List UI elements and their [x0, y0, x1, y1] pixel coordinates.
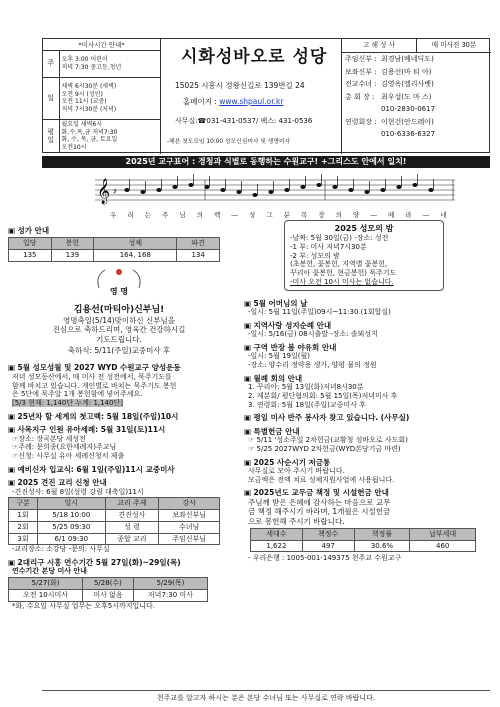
parish-info	[161, 39, 341, 154]
confession-time: 매 미사전 30분	[416, 39, 491, 52]
parish-name: 시화성바오로 성당	[181, 47, 328, 67]
homepage-label: 홈페이지 :	[183, 97, 217, 106]
homepage-link[interactable]: www.shpaul.or.kr	[219, 97, 284, 106]
parish-address: 15025 시흥시 정왕신길로 139번길 24	[175, 81, 305, 90]
mass-key: 주	[43, 51, 59, 77]
mass-line: 저녁 7시30분 (저녁)	[61, 105, 117, 113]
staff-info	[341, 39, 491, 154]
staff-row: 보좌신부 : 김용선(마 티 아)	[345, 67, 432, 76]
note-head	[364, 190, 369, 194]
note-head	[412, 183, 417, 187]
note-head	[172, 185, 177, 189]
note-head	[156, 188, 161, 192]
note-head	[332, 185, 337, 189]
dues-table: 세대수 책정수 책정률 납부세대 1,622 497 30.6% 460	[250, 528, 476, 553]
staff-row: 총 회 장 : 최우섭(도 마 스)	[345, 92, 432, 101]
treble-clef-icon: 𝄞	[97, 179, 111, 204]
retreat-period-title: ▣ 2대리구 시흥 연수기간 5월 27일(화)~29일(목)	[8, 558, 230, 567]
footer-note: 천주교를 알고자 하시는 분은 본당 수녀님 또는 사무실로 연락 바랍니다.	[42, 690, 490, 703]
baptism-title: ▣ 사목지구 인원 유아세례: 5월 31일(토)11시	[8, 425, 230, 434]
mass-schedule-title: *미사시간 안내*	[43, 39, 160, 51]
note-head	[316, 183, 321, 187]
mass-line: 오전 9시 (성인)	[61, 90, 103, 98]
staff-row: 010-2830-0617	[381, 105, 436, 113]
hymn-table: 입당 봉헌 성체 파견 135 139 164, 168 134	[8, 237, 220, 262]
note-head	[204, 185, 209, 189]
mass-line: 오후 3:00 어린이	[61, 56, 108, 64]
note-head	[380, 188, 385, 192]
parish-tel: 사무실:☎031-431-0537/ 팩스: 431-0536	[175, 117, 313, 125]
may-night-title: 2025 성모의 밤	[334, 224, 394, 233]
hymn-title: ▣ 성가 안내	[8, 226, 230, 235]
confession-label: 고 해 성 사	[363, 41, 395, 49]
staff-row: 010-6336-6327	[381, 130, 436, 138]
staff-row: 주임신부 : 최경남(베네딕도)	[345, 55, 434, 63]
mass-key: 일	[43, 77, 59, 119]
special-offering-title: ▣ 특별헌금 안내	[244, 427, 494, 436]
mass-line: 저녁 7:30 중고등.청년	[61, 63, 122, 71]
note-head	[268, 190, 273, 194]
mass-line: 화,수,목,금 저녁7:30	[61, 128, 118, 136]
mass-line: 오전 11시 (교중)	[61, 98, 107, 105]
mothers-day-title: ▣ 5월 어머님의 날	[244, 299, 494, 308]
note-head	[428, 188, 433, 192]
note-head	[396, 185, 401, 189]
confirmation-course-title: ▣ 2025 견진 교리 신청 안내	[8, 478, 230, 487]
feast-name: 김용선(마티아)신부님!	[73, 304, 165, 315]
note-head	[252, 193, 257, 197]
staff-row: 연령회장 : 이현건(안드레아)	[345, 117, 434, 126]
communion-title: ▣ 25년차 할 세계의 첫고백: 5월 18일(주일)10시	[8, 412, 230, 421]
rosary-stats: [5/3 현재: 1,140단 누계: 1,140단]	[12, 399, 123, 407]
mass-line: 오전10시	[61, 143, 87, 151]
note-head	[284, 188, 289, 192]
hymn-lyric: 우 리 는 주 님 의 백 ― 성 그 분 목 장 의 양 ― 떼 라 ― 네	[110, 211, 449, 219]
diocese-motto: 2025년 교구표어 : 경청과 식별로 동행하는 수원교구! +그리스도 안에서 일치!	[42, 156, 490, 168]
note-head	[124, 188, 129, 192]
note-head	[188, 183, 193, 187]
bank-account: - 우리은행 : 1005-001-149375 천주교 수원교구	[248, 554, 402, 563]
rosary-title: ▣ 5월 성모성월 및 2027 WYD 수원교구 양성운동	[8, 363, 230, 372]
note-head	[236, 190, 241, 194]
mass-key: 평일	[43, 119, 59, 153]
mass-line: 월요일 새벽6시	[61, 121, 103, 129]
mass-line: 새벽 6시30분 (새벽)	[61, 83, 117, 90]
may-night-box: 2025 성모의 밤 -날짜: 5월 30일(금) -장소: 성전 -1 부: 미사 저녁7시30분 -2 부: 성모의 밤 (초봉헌, 꽃봉헌, 지역별 꽃봉헌, 꾸리아 꽃봉헌, 현금봉헌) 묵주기도 -미사 오전 10시 미사는 없습니다.	[284, 220, 444, 291]
parish-note: -헤븐 첫도모임 10:00 성모신심미사 및 생명미사	[167, 139, 291, 145]
mass-schedule	[43, 39, 161, 154]
outing-title: ▣ 구역 반장 봄 야유회 안내	[244, 343, 494, 352]
feast-title: 영 명	[109, 286, 129, 296]
note-head	[300, 185, 305, 189]
music-staff	[95, 172, 455, 210]
organist-title: ▣ 평일 미사 반주 봉사자 찾고 있습니다. (사무실)	[244, 413, 494, 422]
dues-title: ▣ 2025년도 교무금 책정 및 시설헌금 안내	[244, 488, 494, 497]
piggybank-title: ▣ 2025 사순시기 저금통	[244, 458, 494, 467]
svg-text:♯: ♯	[113, 187, 117, 196]
parish-homepage	[183, 97, 283, 106]
note-head	[348, 188, 353, 192]
mass-schedule-table	[43, 51, 161, 153]
retreat-mass-table: 5/27(화) 5/28(수) 5/29(목) 오전 10시미사 미사 없음 저녁7:30 미사	[8, 577, 208, 602]
meeting-title: ▣ 월례 회의 안내	[244, 374, 494, 383]
confirmation-table: 구분 일시 교리 주제 강사 1회 5/18 10:00 견진성사 보좌신부님 2회 5/25 09:30 성 령 수녀님 3회 6/1 09:30 종합 교리 주임신부님	[8, 497, 220, 545]
note-head	[140, 190, 145, 194]
left-column: ▣ 성가 안내 입당 봉헌 성체 파견 135 139 164, 168 134 영 명 김용선(마티아)신부님! 영명축일(5/14)맞이하신 신부님을 진심으로 축하드리며, 영육간 건강하시길 기도드립니다. 축하식: 5/11(주일)교중미사 후 ▣ 5월 성모성월 및 2027 WYD 수원교구 양성운동 저녁 성모동산에서, 매 미사 전 성전에서, 묵주기도를 함께 바치고 있습니다. 개인별로 바치는 묵주기도 봉헌 은 5단에 묵주알 1개 봉헌함에 넣어주세요. [5/3 현재: 1,140단 누계: 1,140단] ▣ 25년차 할 세계의 첫고백: 5월 18일(주일)10시 ▣ 사목지구 인원 유아세례: 5월 31일(토)11시 ☞장소: 장곡본당 세성전 ☞주례: 문희종(요한세례자)주교님 ☞신청: 사무실 유아 세례신청서 제출 ▣ 예비신자 입교식: 6월 1일(주일)11시 교중미사 ▣ 2025 견진 교리 신청 안내 -견진성사: 6월 8일(성령 강림 대축일)11시 구분 일시 교리 주제 강사 1회 5/18 10:00 견진성사 보좌신부님 2회 5/25 09:30 성 령 수녀님 3회 6/1 09:30 종합 교리 주임신부님 -교리장소: 소강당 -문의: 사무실 ▣ 2대리구 시흥 연수기간 5월 27일(화)~29일(목) 연수기간 본당 미사 안내 5/27(화) 5/28(수) 5/29(목) 오전 10시미사 미사 없음 저녁7:30 미사 *화, 수요일 사무실 업무는 오후5시까지입니다.	[8, 222, 230, 610]
note-head	[220, 188, 225, 192]
staff-row: 전교수녀 : 김영옥(엘리사벳)	[345, 80, 434, 88]
pilgrimage-title: ▣ 지역사랑 성지순례 안내	[244, 321, 494, 330]
feast-block: 영 명 김용선(마티아)신부님! 영명축일(5/14)맞이하신 신부님을 진심으로 축하드리며, 영육간 건강하시길 기도드립니다. 축하식: 5/11(주일)교중미사 후	[8, 266, 230, 356]
catechumen-title: ▣ 예비신자 입교식: 6월 1일(주일)11시 교중미사	[8, 465, 230, 474]
right-column: 2025 성모의 밤 -날짜: 5월 30일(금) -장소: 성전 -1 부: 미사 저녁7시30분 -2 부: 성모의 밤 (초봉헌, 꽃봉헌, 지역별 꽃봉헌, 꾸리아 꽃봉헌, 현금봉헌) 묵주기도 -미사 오전 10시 미사는 없습니다. ▣ 5월 어머님의 날 -일시: 5월 11일(주일)09시~11:30 (1회합실) ▣ 지역사랑 성지순례 안내 -일시: 5/16(금) 08시출발 -장소: 솔뫼성지 ▣ 구역 반장 봄 야유회 안내 -일시: 5월 19일(월) -장소: 양수리 정약용 생가, 양평 물의 정원 ▣ 월례 회의 안내 1. 꾸리아: 5월 13일(화)저녁8시30분 2. 제분회/ 평단협의회: 5월 15일(목)저녁미사 후 3. 연령회: 5월 18일(주일)교중미사 후 ▣ 평일 미사 반주 봉사자 찾고 있습니다. (사무실) ▣ 특별헌금 안내 ☞ 5/11 '성소주일 2차헌금(교황청 성바오로 사도회) ☞ 5/25 2027WYD 2차헌금(WYD본당기금 마련) ▣ 2025 사순시기 저금통 사무실로 모아 주시기 바랍니다. 모금액은 전액 치료 성체지원사업에 사용됩니다. ▣ 2025년도 교무금 책정 및 시설헌금 안내 주님께 받은 은혜에 감사하는 마음으로 교무 금 책정 해주시기 바라며, 1개월은 시설헌금 으로 봉헌해 주시기 바랍니다. 세대수 책정수 책정률 납부세대 1,622 497 30.6% 460 - 우리은행 : 1005-001-149375 천주교 수원교구	[244, 220, 494, 563]
header-box	[42, 38, 490, 153]
mass-line: 화, 수, 목, 금, 토요일	[61, 136, 118, 144]
